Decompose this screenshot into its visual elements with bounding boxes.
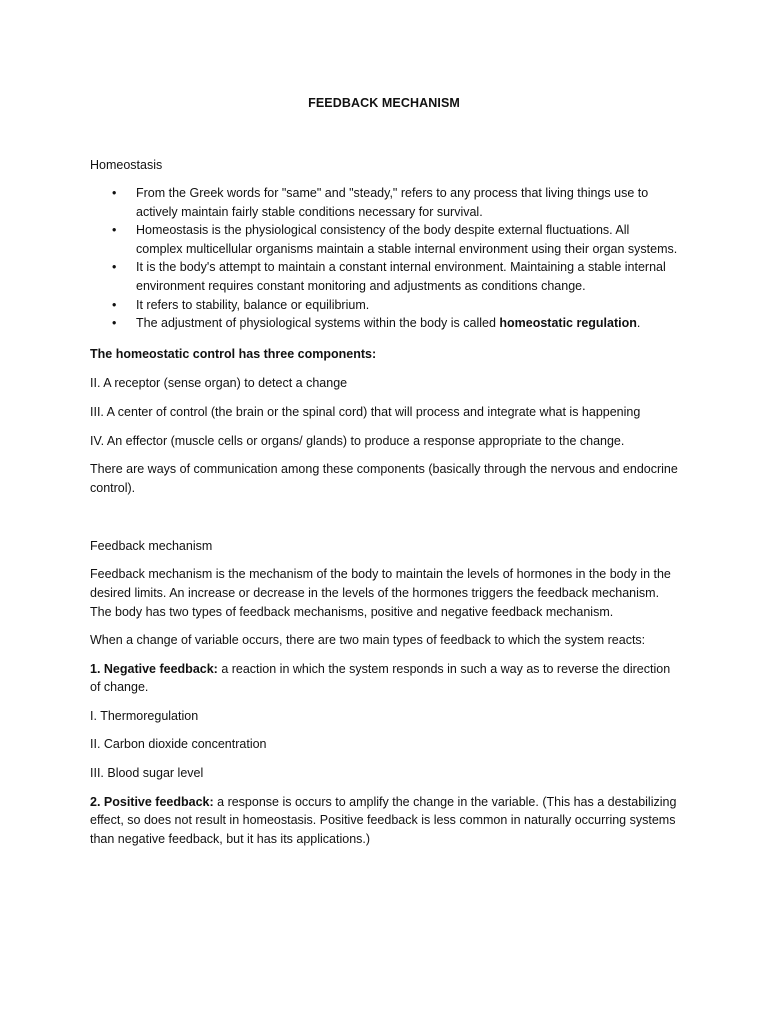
document-title: FEEDBACK MECHANISM <box>308 96 460 110</box>
bullet-item <box>90 184 678 221</box>
negative-feedback-paragraph <box>90 660 678 697</box>
bullet-item <box>90 221 678 258</box>
example-item: I. Thermoregulation <box>90 708 199 723</box>
bullet-item <box>90 258 678 295</box>
components-heading: The homeostatic control has three components: <box>90 346 377 361</box>
bullet-text-prefix: The adjustment of physiological systems within the body is called <box>136 316 500 331</box>
positive-feedback-paragraph <box>90 793 678 849</box>
example-item: III. Blood sugar level <box>90 766 204 781</box>
component-item: III. A center of control (the brain or the spinal cord) that will process and integrate what is happening <box>90 404 641 419</box>
negative-feedback-text: a reaction in which the system responds in such a way as to reverse the direction of change. <box>90 661 671 695</box>
bullet-glyph: • <box>112 297 117 312</box>
bullet-text: It refers to stability, balance or equilibrium. <box>136 297 370 312</box>
bullet-item <box>90 296 678 315</box>
feedback-paragraph: Feedback mechanism is the mechanism of the body to maintain the levels of hormones in the body in the desired limits. An increase or decrease in the levels of the hormones triggers the feedback mechanism. The body has two types of feedback mechanisms, positive and negative feedback mechanism. <box>90 567 671 619</box>
bullet-text: Homeostasis is the physiological consistency of the body despite external fluctuations. All complex multicellular organisms maintain a stable internal environment using their organ systems. <box>136 223 678 256</box>
positive-feedback-label: 2. Positive feedback: <box>90 794 214 809</box>
bullet-glyph: • <box>112 186 117 200</box>
section-heading-homeostasis: Homeostasis <box>90 158 163 172</box>
positive-feedback-text: a response is occurs to amplify the change in the variable. (This has a destabilizing effect, so does not result in homeostasis. Positive feedback is less common in naturally occurring systems than negative feedback, but it has its applications.) <box>90 794 677 846</box>
bullet-glyph: • <box>112 316 117 331</box>
bullet-item <box>90 314 678 333</box>
example-item: II. Carbon dioxide concentration <box>90 737 267 752</box>
communication-paragraph: There are ways of communication among these components (basically through the nervous and endocrine control). <box>90 462 678 495</box>
bullet-text-suffix: . <box>636 316 641 331</box>
bullet-glyph: • <box>112 223 117 238</box>
bullet-glyph: • <box>112 260 117 275</box>
feedback-types-intro: When a change of variable occurs, there are two main types of feedback to which the system reacts: <box>90 633 646 648</box>
homeostasis-bullet-list <box>90 184 678 333</box>
component-item: II. A receptor (sense organ) to detect a change <box>90 376 348 391</box>
bullet-text-bold: homeostatic regulation <box>499 316 637 331</box>
negative-feedback-label: 1. Negative feedback: <box>90 661 218 676</box>
section-heading-feedback: Feedback mechanism <box>90 539 213 554</box>
component-item: IV. An effector (muscle cells or organs/ glands) to produce a response appropriate to the change. <box>90 433 625 448</box>
bullet-text: From the Greek words for "same" and "steady," refers to any process that living things use to actively maintain fairly stable conditions necessary for survival. <box>136 186 649 219</box>
bullet-text: It is the body's attempt to maintain a constant internal environment. Maintaining a stable internal environment requires constant monitoring and adjustments as conditions change. <box>136 260 666 293</box>
